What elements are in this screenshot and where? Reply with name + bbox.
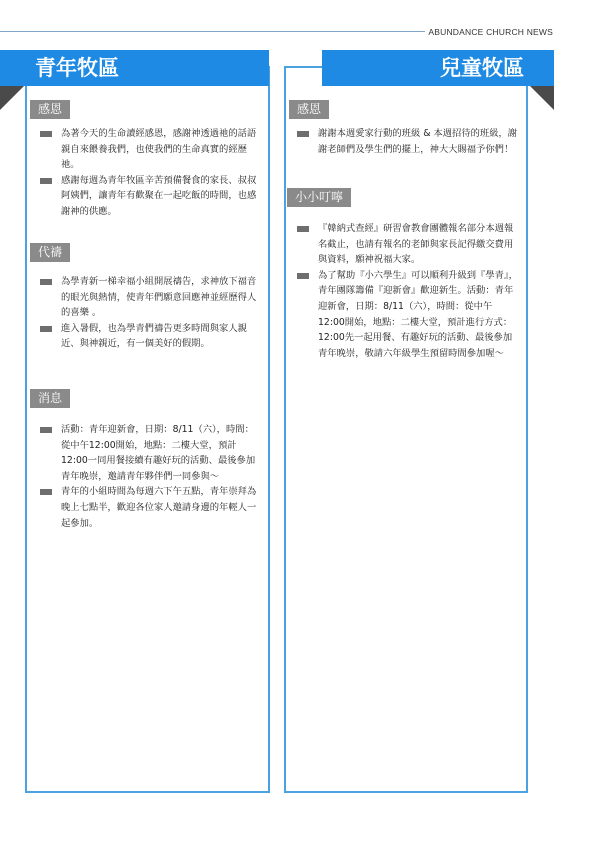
list-item: 進入暑假，也為學青們禱告更多時間與家人親近、與神親近，有一個美好的假期。 <box>40 321 262 352</box>
header-rule <box>0 31 425 32</box>
bullet-icon <box>40 427 52 433</box>
list-item: 謝謝本週愛家行動的班級 & 本週招待的班級，謝謝老師們及學生們的擺上，神大大賜福予你們！ <box>297 126 519 157</box>
bullet-icon <box>297 226 309 232</box>
newsletter-brand: ABUNDANCE CHURCH NEWS <box>428 27 553 37</box>
bullet-icon <box>40 279 52 285</box>
section-heading-news-youth: 消息 <box>30 389 70 408</box>
section-prayer-youth <box>40 274 262 352</box>
section-thanks-youth <box>40 126 262 220</box>
children-column-frame <box>284 66 528 793</box>
section-reminders-children <box>297 221 519 361</box>
bullet-icon <box>40 131 52 137</box>
list-item: 為了幫助『小六學生』可以順利升級到『學青』，青年團隊籌備『迎新會』歡迎新生。活動：青年迎新會，日期：8/11（六），時間：從中午12:00開始，地點：二樓大堂，預計進行方式：12:00先一起用餐、有趣好玩的活動、最後參加青年晚崇，敬請六年級學生預留時間參加喔～ <box>297 268 519 362</box>
section-thanks-children <box>297 126 519 157</box>
section-news-youth <box>40 422 262 531</box>
bullet-icon <box>297 131 309 137</box>
children-title-banner: 兒童牧區 <box>322 50 554 86</box>
banner-fold-left <box>0 86 24 110</box>
bullet-icon <box>40 489 52 495</box>
bullet-icon <box>40 326 52 332</box>
list-item: 『韓納式查經』研習會教會團體報名部分本週報名截止，也請有報名的老師與家長記得繳交費用與資料，願神祝福大家。 <box>297 221 519 268</box>
list-item: 感謝每週為青年牧區辛苦預備餐食的家長、叔叔阿姨們，讓青年有歡聚在一起吃飯的時間，也感謝神的供應。 <box>40 173 262 220</box>
list-item: 為著今天的生命讀經感恩，感謝神透過祂的話語親自來餵養我們，也使我們的生命真實的經歷祂。 <box>40 126 262 173</box>
bullet-icon <box>297 273 309 279</box>
section-heading-thanks-children: 感恩 <box>289 100 329 119</box>
list-item: 青年的小組時間為每週六下午五點，青年崇拜為晚上七點半，歡迎各位家人邀請身邊的年輕人一起參加。 <box>40 484 262 531</box>
bullet-icon <box>40 178 52 184</box>
section-heading-reminders-children: 小小叮嚀 <box>287 188 351 207</box>
list-item: 活動：青年迎新會，日期：8/11（六），時間：從中午12:00開始，地點：二樓大堂，預計12:00一同用餐接續有趣好玩的活動、最後參加青年晚崇，邀請青年夥伴們一同參與～ <box>40 422 262 484</box>
banner-fold-right <box>530 86 554 110</box>
section-heading-thanks-youth: 感恩 <box>30 100 70 119</box>
section-heading-prayer-youth: 代禱 <box>30 243 70 262</box>
list-item: 為學青新一梯幸福小組開展禱告，求神放下福音的眼光與熱情，使青年們願意回應神並經歷得人的喜樂 。 <box>40 274 262 321</box>
youth-title-banner: 青年牧區 <box>0 50 269 86</box>
